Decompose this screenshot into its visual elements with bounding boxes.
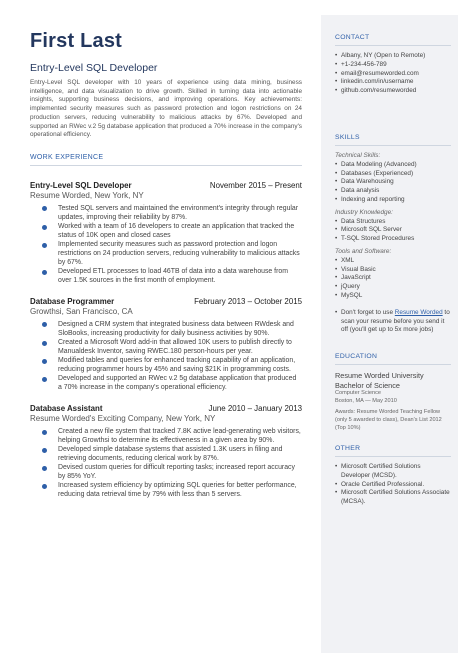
bullet-text: Worked with a team of 16 developers to create an application that tracked the status of 10K open and closed cases [58, 223, 295, 239]
job-title: Entry-Level SQL Developer [30, 180, 132, 190]
work-experience-heading: WORK EXPERIENCE [30, 153, 104, 161]
section-divider [335, 456, 451, 457]
skill-group-label: Technical Skills: [335, 151, 381, 159]
bullet-dot-icon [42, 359, 47, 364]
section-divider [335, 145, 451, 146]
section-divider [30, 165, 302, 166]
contact-item: • email@resumeworded.com [335, 70, 451, 79]
bullet-dot-icon [42, 206, 47, 211]
bullet-item [42, 205, 302, 223]
bullet-text: Increased system efficiency by optimizing SQL queries for better performance, reducing data retrieval time by 79% with less than 5 servers. [58, 482, 297, 499]
job-dates: November 2015 – Present [209, 180, 302, 190]
education-location-date: Boston, MA — May 2010 [335, 397, 397, 404]
bullet-item [42, 268, 302, 286]
job-header [30, 181, 302, 190]
bullet-dot-icon [42, 243, 47, 248]
contact-list [335, 52, 451, 96]
section-divider [335, 364, 451, 365]
skill-item: • Data Warehousing [335, 178, 451, 187]
skill-list [335, 257, 451, 301]
job-entry [30, 297, 302, 393]
bullet-text: Developed and supported an RWec v.2 5g database application that produced a 70% increase in the company's operational efficiency. [58, 375, 297, 392]
jobs-list [30, 181, 302, 500]
job-bullets [30, 205, 302, 286]
other-heading: OTHER [335, 445, 361, 453]
education-awards: Awards: Resume Worded Teaching Fellow (only 5 awarded to class), Dean's List 2012 (Top 10%) [335, 409, 442, 431]
school-name: Resume Worded University [335, 371, 424, 381]
skill-item: • Indexing and reporting [335, 196, 451, 205]
skill-item: • T-SQL Stored Procedures [335, 235, 451, 244]
bullet-item [42, 357, 302, 375]
bullet-item [42, 241, 302, 268]
skill-item: • XML [335, 257, 451, 266]
contact-item: • +1-234-456-789 [335, 61, 451, 70]
bullet-dot-icon [42, 341, 47, 346]
other-item: • Microsoft Certified Solutions Associate (MCSA). [335, 489, 451, 507]
job-entry [30, 181, 302, 286]
skill-item: • JavaScript [335, 274, 451, 283]
job-dates: February 2013 – October 2015 [194, 296, 302, 306]
bullet-dot-icon [42, 466, 47, 471]
sidebar [321, 15, 458, 653]
main-column [30, 30, 302, 501]
skill-group-label: Tools and Software: [335, 247, 392, 255]
bullet-text: Developed simple database systems that assisted 1.3K users in filing and retrieving documents, reducing clerical work by 87%. [58, 446, 283, 463]
bullet-item [42, 375, 302, 393]
bullet-dot-icon [42, 448, 47, 453]
skill-list [335, 218, 451, 244]
job-company: Resume Worded, New York, NY [30, 190, 144, 200]
contact-item: • Albany, NY (Open to Remote) [335, 52, 451, 61]
contact-item: • linkedin.com/in/username [335, 78, 451, 87]
bullet-dot-icon [42, 430, 47, 435]
skill-list [335, 161, 451, 205]
bullet-item [42, 428, 302, 446]
field-of-study: Computer Science [335, 390, 382, 397]
contact-item: • github.com/resumeworded [335, 87, 451, 96]
bullet-text: Designed a CRM system that integrated business data between RWdesk and SloBooks, increasing productivity for daily business activities by 90%. [58, 320, 294, 337]
section-divider [335, 45, 451, 46]
job-title: Database Programmer [30, 296, 115, 306]
job-bullets [30, 321, 302, 393]
job-dates: June 2010 – January 2013 [208, 404, 302, 414]
job-company: Growthsi, San Francisco, CA [30, 306, 133, 316]
skill-groups [335, 152, 451, 301]
bullet-dot-icon [42, 377, 47, 382]
tip-list [335, 309, 451, 335]
candidate-name: First Last [30, 30, 123, 52]
bullet-dot-icon [42, 322, 47, 327]
other-list [335, 463, 451, 507]
resume-worded-link[interactable]: Resume Worded [394, 308, 443, 316]
skill-item: • jQuery [335, 283, 451, 292]
bullet-dot-icon [42, 484, 47, 489]
bullet-text: Created a new file system that tracked 7.8K active lead-generating web visitors, helping Growthsi to determine its effectiveness in a given area by 90%. [58, 428, 301, 445]
bullet-text: Created a Microsoft Word add-in that allowed 10K users to publish directly to Manualdesk Inventor, saving RWEC.180 person-hours per year. [58, 339, 292, 355]
bullet-item [42, 223, 302, 241]
bullet-item [42, 482, 302, 500]
bullet-text: Implemented security measures such as password protection and logon restrictions on 24 production servers, reducing vulnerability to malicious attacks by 67%. [58, 241, 300, 266]
bullet-dot-icon [42, 270, 47, 275]
sidebar-content [335, 33, 451, 507]
skill-item: • Microsoft SQL Server [335, 226, 451, 235]
bullet-item [42, 446, 302, 464]
contact-heading: CONTACT [335, 34, 370, 41]
skill-item: • Data Structures [335, 218, 451, 227]
bullet-item [42, 464, 302, 482]
bullet-text: Tested SQL servers and maintained the environment's integrity through regular updates, improving their reliability by 87%. [58, 204, 299, 221]
tip-item: • Don't forget to use Resume Worded to scan your resume before you send it off (you'll get up to 5x more jobs) [335, 309, 451, 335]
bullet-item [42, 321, 302, 339]
skills-heading: SKILLS [335, 133, 360, 141]
skill-item: • Visual Basic [335, 266, 451, 275]
skill-item: • Databases (Experienced) [335, 170, 451, 179]
job-header [30, 297, 302, 306]
other-item: • Microsoft Certified Solutions Developer (MCSD). [335, 463, 451, 481]
skill-item: • MySQL [335, 292, 451, 301]
skill-group-label: Industry Knowledge: [335, 208, 393, 216]
bullet-text: Devised custom queries for difficult reporting tasks; increased report accuracy by 85% YoY. [58, 464, 295, 481]
job-company: Resume Worded's Exciting Company, New York, NY [30, 414, 216, 424]
bullet-item [42, 339, 302, 357]
degree: Bachelor of Science [335, 380, 400, 390]
bullet-dot-icon [42, 225, 47, 230]
skill-item: • Data analysis [335, 187, 451, 196]
job-header [30, 404, 302, 413]
job-entry [30, 404, 302, 500]
skill-item: • Data Modeling (Advanced) [335, 161, 451, 170]
education-heading: EDUCATION [335, 353, 378, 361]
job-title: Database Assistant [30, 404, 103, 414]
bullet-text: Modified tables and queries for enhanced tracking capability of an application, reducing programmer hours by 45% and saving $21K in programming costs. [58, 357, 296, 374]
summary-paragraph: Entry-Level SQL developer with 10 years of experience using data mining, business intelligence, and data visualization to drive growth. Skilled in turning data into actionable insights, supporting business decisions, and improving operations. Key achievements: implemented security measures such as password protection and logon restrictions on 24 production servers, reducing vulnerability to malicious attacks by 67%. Developed and supported an RWec v.2 5g database application that produced a 70% increase in the company's operational efficiency. [30, 79, 302, 139]
candidate-title: Entry-Level SQL Developer [30, 62, 158, 74]
bullet-text: Developed ETL processes to load 46TB of data into a data warehouse from over 1.5K sources in the first month of employment. [58, 268, 288, 285]
other-item: • Oracle Certified Professional. [335, 481, 451, 490]
job-bullets [30, 428, 302, 500]
